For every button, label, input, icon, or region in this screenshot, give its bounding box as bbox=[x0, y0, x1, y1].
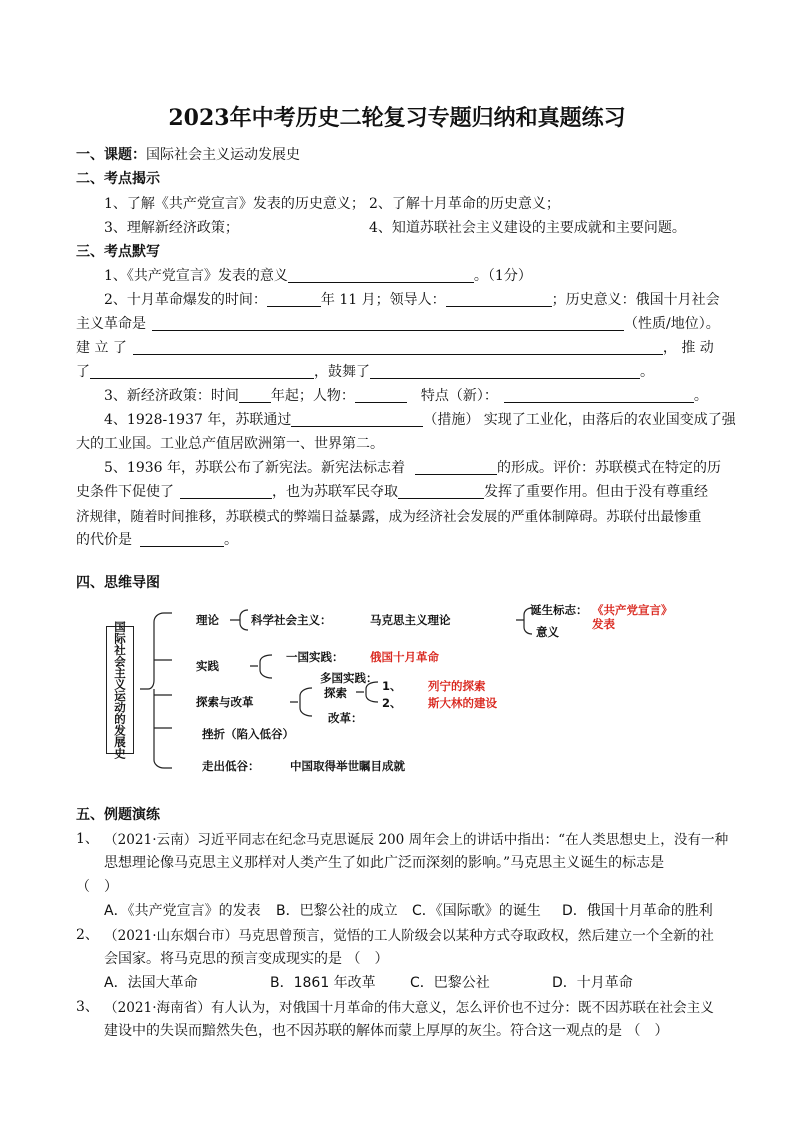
fill-q5-line1 bbox=[104, 457, 721, 477]
fill-q5-text: 发挥了重要作用。但由于没有尊重经 bbox=[484, 484, 708, 500]
node-manifesto: 《共产党宣言》 bbox=[592, 603, 673, 617]
fill-q4-line1 bbox=[104, 409, 736, 429]
section-4-heading: 四、思维导图 bbox=[76, 575, 160, 591]
section-1 bbox=[76, 144, 300, 164]
blank[interactable] bbox=[152, 316, 624, 331]
blank[interactable] bbox=[267, 292, 321, 307]
node-marxism: 马克思主义理论 bbox=[370, 613, 451, 627]
point-4: 4、知道苏联社会主义建设的主要成就和主要问题。 bbox=[369, 220, 686, 236]
fill-q2-text: ；历史意义：俄国十月社会 bbox=[551, 292, 720, 308]
blank[interactable] bbox=[504, 388, 694, 403]
question-2-option-b[interactable]: B．1861 年改革 bbox=[270, 975, 376, 991]
fill-q5-line4 bbox=[76, 529, 238, 549]
fill-q5-text: 的形成。评价：苏联模式在特定的历 bbox=[497, 460, 721, 476]
blank[interactable] bbox=[415, 460, 497, 475]
fill-q4-text: （措施） 实现了工业化，由落后的农业国变成了强 bbox=[423, 412, 736, 428]
blank[interactable] bbox=[446, 292, 552, 307]
node-lenin: 列宁的探索 bbox=[428, 679, 486, 693]
node-multi-country: 多国实践： bbox=[320, 671, 378, 685]
node-reform: 改革： bbox=[328, 711, 363, 725]
fill-q5-text: 。 bbox=[224, 532, 238, 548]
question-3-line2: 建设中的失误而黯然失色，也不因苏联的解体而蒙上厚厚的灰尘。符合这一观点的是 （ ） bbox=[104, 1023, 669, 1039]
fill-q2-text: 年 11 月；领导人： bbox=[320, 292, 446, 308]
question-3-num: 3、 bbox=[76, 999, 99, 1015]
blank[interactable] bbox=[140, 532, 224, 547]
blank[interactable] bbox=[288, 268, 474, 283]
fill-q5-text: 的代价是 bbox=[76, 532, 132, 548]
fill-q2-line4 bbox=[76, 361, 654, 381]
question-1-paren: （ ） bbox=[76, 879, 118, 895]
blank[interactable] bbox=[355, 388, 407, 403]
fill-q1-text: 1、《共产党宣言》发表的意义 bbox=[104, 268, 288, 284]
fill-q2-line2 bbox=[76, 313, 720, 333]
blank[interactable] bbox=[90, 364, 314, 379]
question-2-option-a[interactable]: A．法国大革命 bbox=[104, 975, 198, 991]
fill-q3-text: 。 bbox=[693, 388, 708, 404]
question-1-line1: （2021·云南）习近平同志在纪念马克思诞辰 200 周年会上的讲话中指出：“在人类思想史上，没有一种 bbox=[104, 832, 729, 848]
fill-q2-text: 主义革命是 bbox=[76, 316, 146, 332]
fill-q2-text: ， 推 动 bbox=[662, 340, 714, 356]
fill-q5-line3: 济规律，随着时间推移，苏联模式的弊端日益暴露，成为经济社会发展的严重体制障碍。苏联付出最惨重 bbox=[76, 509, 702, 525]
node-scientific-socialism: 科学社会主义： bbox=[251, 613, 332, 627]
question-1-line2: 思想理论像马克思主义那样对人类产生了如此广泛而深刻的影响。”马克思主义诞生的标志是 bbox=[104, 855, 665, 871]
node-practice: 实践 bbox=[196, 659, 219, 673]
node-setback: 挫折（陷入低谷） bbox=[202, 727, 294, 741]
blank[interactable] bbox=[370, 364, 640, 379]
node-explore: 探索 bbox=[324, 686, 347, 700]
node-explore-reform: 探索与改革 bbox=[196, 695, 254, 709]
page-title: 2023年中考历史二轮复习专题归纳和真题练习 bbox=[168, 105, 626, 131]
blank[interactable] bbox=[133, 340, 663, 355]
fill-q3-text: 特点（新）： bbox=[420, 388, 498, 404]
question-2-line1: （2021·山东烟台市）马克思曾预言，觉悟的工人阶级会以某种方式夺取政权，然后建立一个全新的社 bbox=[104, 928, 714, 944]
question-2-option-d[interactable]: D．十月革命 bbox=[552, 975, 633, 991]
question-2-option-c[interactable]: C．巴黎公社 bbox=[410, 975, 490, 991]
node-birth-mark: 诞生标志： bbox=[530, 603, 588, 617]
question-3-line1: （2021·海南省）有人认为，对俄国十月革命的伟大意义，怎么评价也不过分：既不因苏联在社会主义 bbox=[104, 1000, 714, 1016]
blank[interactable] bbox=[239, 388, 271, 403]
mind-map-root-label: 国际社会主义运动的发展史 bbox=[113, 621, 127, 759]
fill-q2-text: 了 bbox=[76, 364, 90, 380]
blank[interactable] bbox=[291, 412, 423, 427]
question-1-option-a[interactable]: A．《共产党宣言》的发表 bbox=[104, 903, 261, 919]
fill-q2-line3 bbox=[76, 337, 714, 357]
fill-q2-text: 2、十月革命爆发的时间： bbox=[104, 292, 267, 308]
section-1-text: 国际社会主义运动发展史 bbox=[146, 147, 300, 163]
section-5-heading: 五、例题演练 bbox=[76, 807, 160, 823]
node-out-of-trough: 走出低谷： bbox=[202, 759, 260, 773]
node-stalin-num: 2、 bbox=[382, 696, 402, 710]
node-lenin-num: 1、 bbox=[382, 679, 402, 693]
question-1-option-c[interactable]: C．《国际歌》的诞生 bbox=[412, 903, 541, 919]
question-2-num: 2、 bbox=[76, 927, 99, 943]
fill-q2-text: 。 bbox=[640, 364, 654, 380]
node-one-country: 一国实践： bbox=[286, 650, 344, 664]
section-1-label: 一、课题： bbox=[76, 147, 146, 163]
question-1-option-b[interactable]: B．巴黎公社的成立 bbox=[276, 903, 398, 919]
fill-q3 bbox=[104, 385, 708, 405]
fill-q3-text: 3、新经济政策：时间 bbox=[104, 388, 239, 404]
point-1: 1、了解《共产党宣言》发表的历史意义； bbox=[104, 196, 365, 212]
section-3-heading: 三、考点默写 bbox=[76, 244, 160, 260]
fill-q5-line2 bbox=[76, 481, 708, 501]
fill-q2-text: （性质/地位）。 bbox=[624, 316, 720, 332]
fill-q5-text: 史条件下促使了 bbox=[76, 484, 174, 500]
fill-q1 bbox=[104, 265, 532, 285]
node-october-revolution: 俄国十月革命 bbox=[370, 650, 439, 664]
fill-q5-text: 5、1936 年，苏联公布了新宪法。新宪法标志着 bbox=[104, 460, 405, 476]
mind-map bbox=[106, 600, 726, 780]
node-publish: 发表 bbox=[592, 617, 615, 631]
node-china-achievement: 中国取得举世瞩目成就 bbox=[290, 759, 405, 773]
blank[interactable] bbox=[398, 484, 484, 499]
fill-q4-text: 4、1928-1937 年，苏联通过 bbox=[104, 412, 292, 428]
question-1-num: 1、 bbox=[76, 831, 99, 847]
section-2-heading: 二、考点揭示 bbox=[76, 171, 160, 187]
question-2-line2: 会国家。将马克思的预言变成现实的是 （ ） bbox=[104, 951, 389, 967]
fill-q2-text: 建 立 了 bbox=[76, 340, 127, 356]
fill-q3-text: 年起；人物： bbox=[270, 388, 355, 404]
node-meaning: 意义 bbox=[536, 625, 559, 639]
point-2: 2、了解十月革命的历史意义； bbox=[369, 196, 560, 212]
node-stalin: 斯大林的建设 bbox=[428, 696, 497, 710]
fill-q1-score: 。（1分） bbox=[473, 268, 532, 284]
fill-q2-line1 bbox=[104, 289, 720, 309]
fill-q2-text: ，鼓舞了 bbox=[314, 364, 370, 380]
point-3: 3、理解新经济政策； bbox=[104, 220, 239, 236]
node-theory: 理论 bbox=[196, 613, 219, 627]
question-1-option-d[interactable]: D．俄国十月革命的胜利 bbox=[562, 903, 713, 919]
fill-q5-text: ，也为苏联军民夺取 bbox=[272, 484, 398, 500]
fill-q4-line2: 大的工业国。工业总产值居欧洲第一、世界第二。 bbox=[76, 436, 384, 452]
blank[interactable] bbox=[180, 484, 272, 499]
